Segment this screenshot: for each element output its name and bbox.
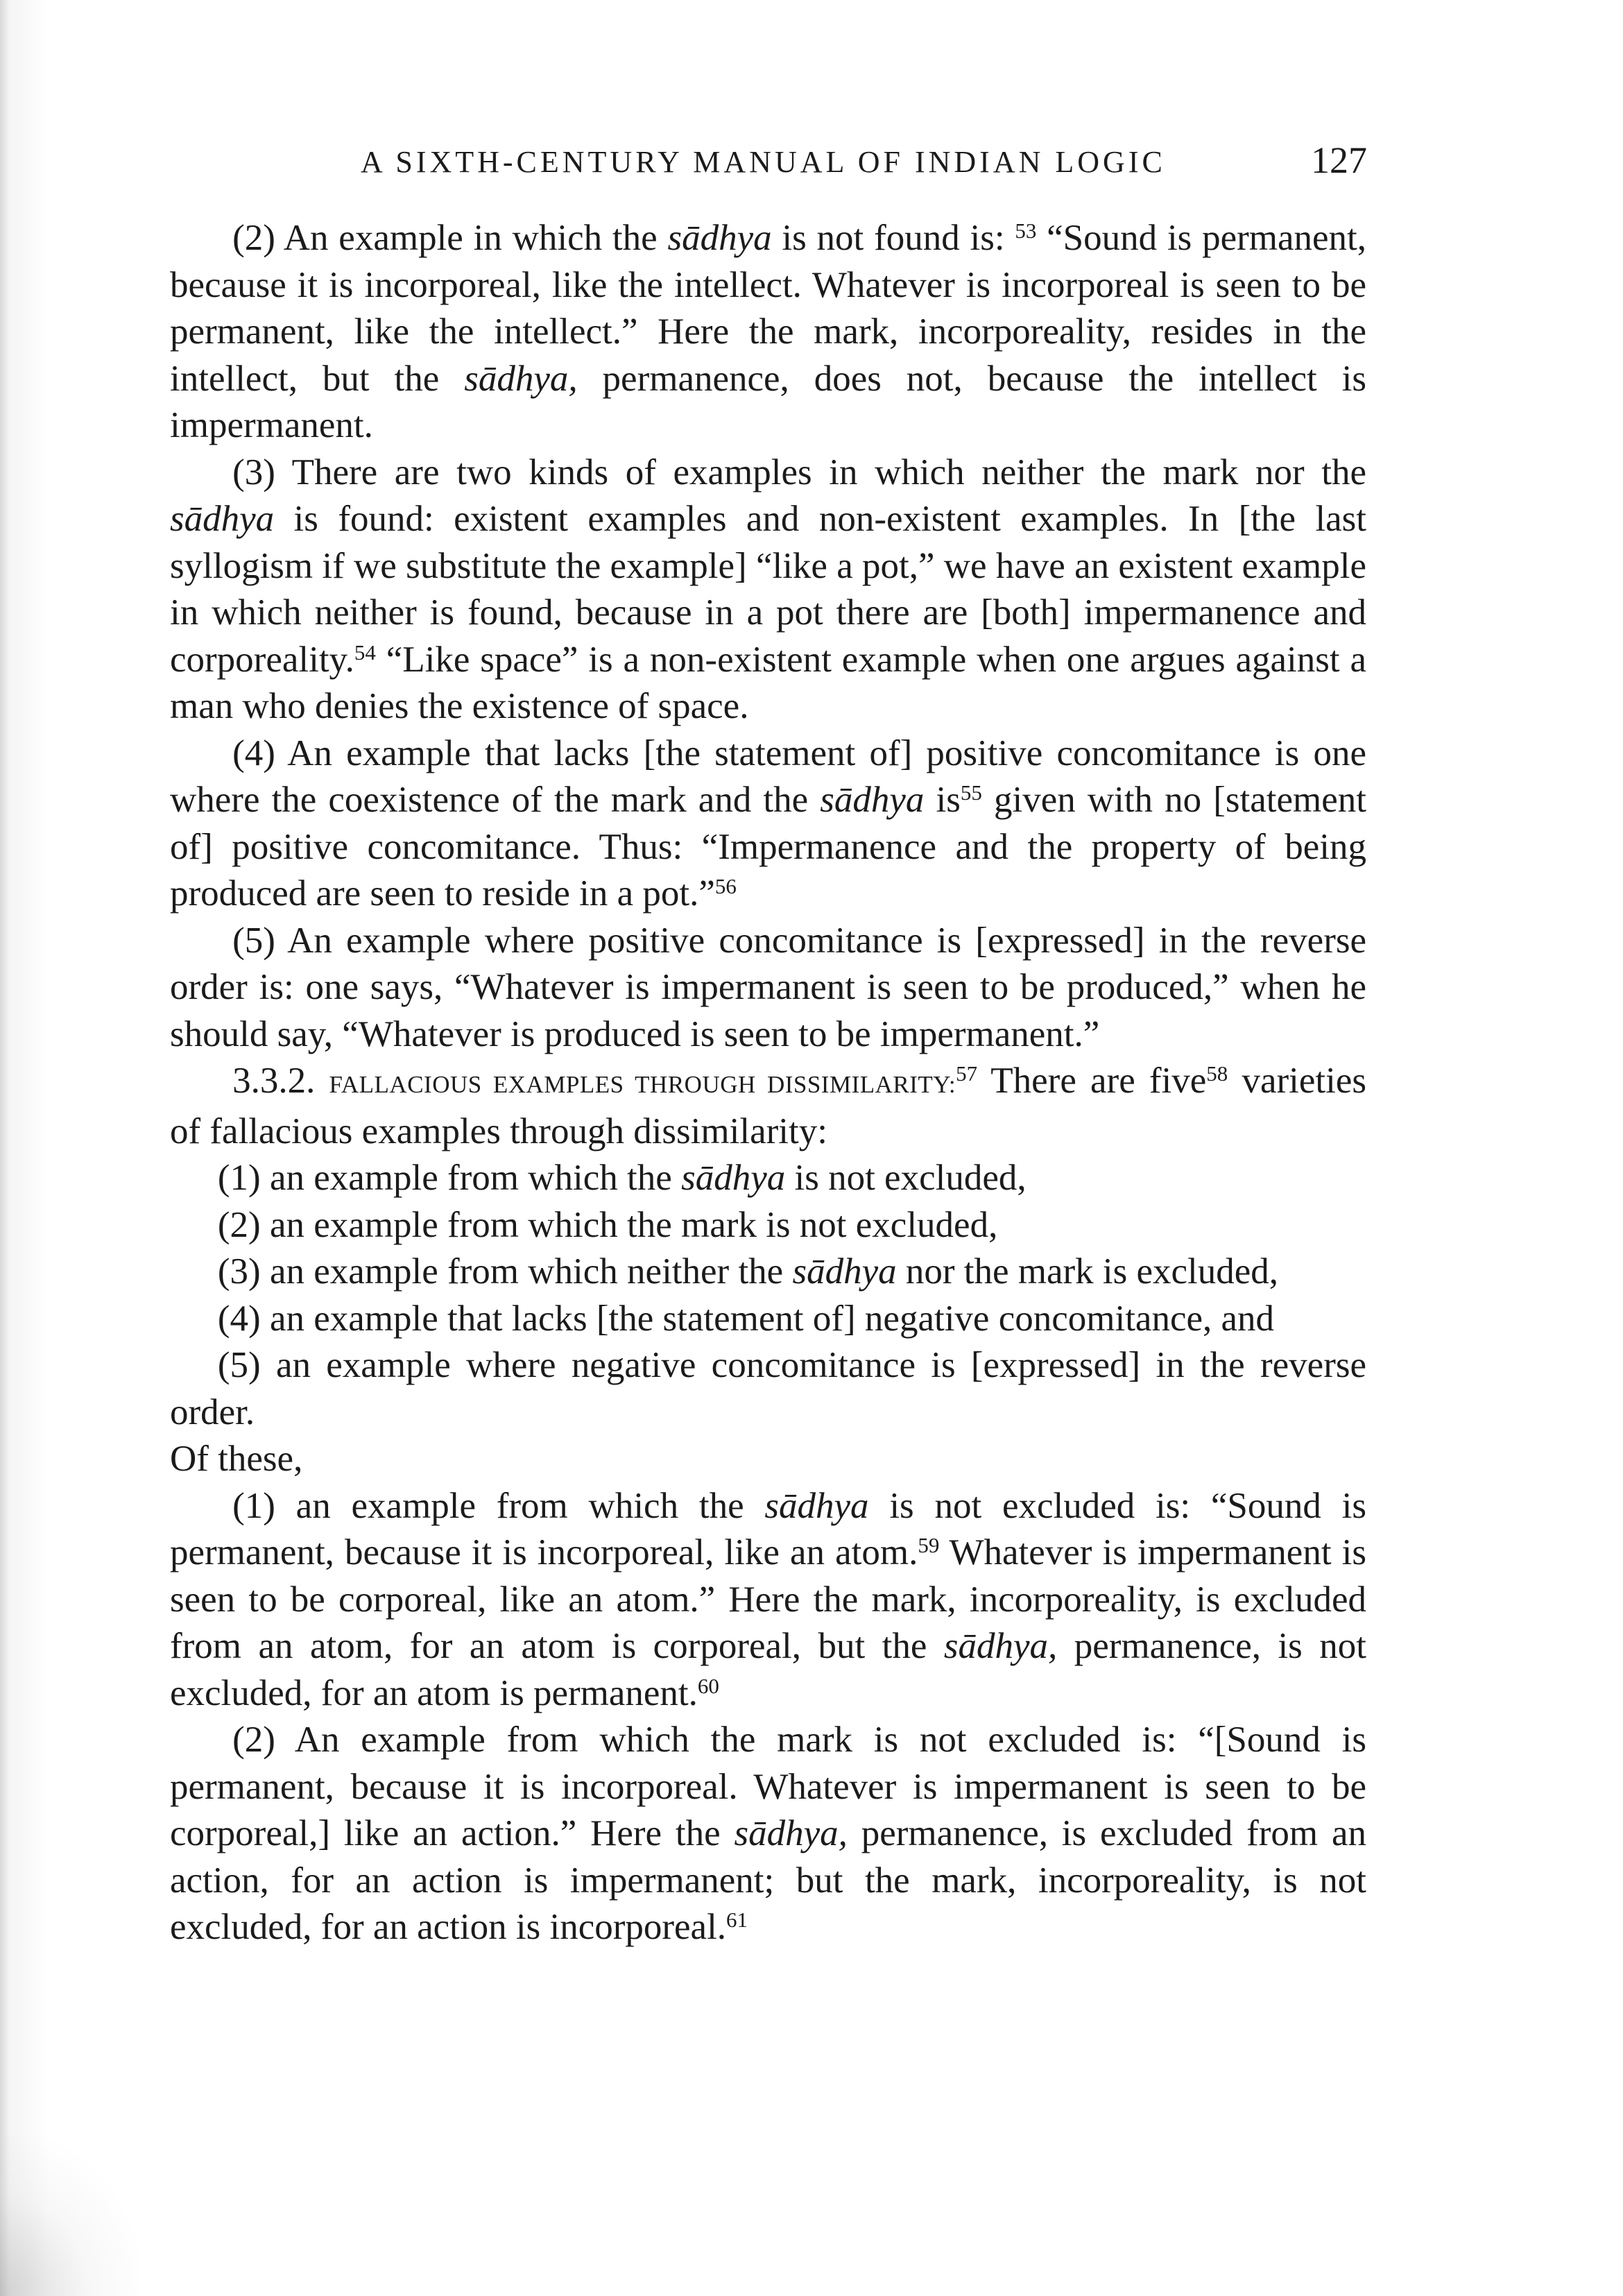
text-run: is [924,780,961,820]
text-run: is not excluded is: “Sound is permanent, because it is incorporeal, like an atom. [170,1485,1366,1573]
text-run: “Sound is permanent, because it is incorporeal, like the intellect. Whatever is incorporeal is seen to be permanent, like the intellect.” Here the mark, incorporeality, resides in the intellect, but the [170,218,1367,399]
text-run: (1) an example from which the [232,1485,765,1526]
list-item [170,1155,1366,1202]
text-run: (2) An example in which the [232,218,668,258]
list-item [170,1249,1366,1296]
text-run: There are five [977,1061,1207,1101]
paragraph-example-2 [170,215,1366,449]
text-run: (5) an example where negative concomitance is [expressed] in the reverse order. [170,1345,1366,1432]
footnote-ref: 54 [354,640,376,665]
list-item: (2) an example from which the mark is not excluded, [217,1204,998,1245]
term-sadhya: sādhya [170,499,275,539]
term-sadhya: sādhya, [943,1626,1058,1666]
footnote-ref: 57 [956,1061,978,1086]
scan-shadow-corner [0,2136,139,2296]
paragraph-example-4 [170,730,1366,918]
footnote-ref: 58 [1206,1061,1228,1086]
footnote-ref: 61 [726,1907,748,1932]
text-run: (3) There are two kinds of examples in which neither the mark nor the [232,452,1366,492]
footnote-ref: 60 [697,1673,719,1698]
running-head [0,139,1623,194]
running-title: A SIXTH-CENTURY MANUAL OF INDIAN LOGIC [361,145,1166,179]
list-item: (4) an example that lacks [the statement of] negative concomitance, and [217,1298,1275,1339]
term-sadhya: sādhya, [464,358,578,399]
footnote-ref: 59 [918,1532,940,1557]
text-run: is not excluded, [785,1158,1027,1198]
paragraph-example-3 [170,449,1366,730]
footnote-ref: 53 [1015,218,1037,243]
text-run: permanence, is excluded from an action, for an action is impermanent; but the mark, incorporeality, is not excluded, for an action is incorporeal. [170,1813,1366,1947]
term-sadhya: sādhya, [734,1813,848,1853]
term-sadhya: sādhya [820,780,925,820]
text-body [170,215,1366,2032]
term-sadhya: sādhya [667,218,772,258]
section-title: FALLACIOUS EXAMPLES THROUGH DISSIMILARITY: [329,1071,956,1098]
text-run: permanence, is not excluded, for an atom is permanent. [170,1626,1366,1713]
list-item [170,1342,1366,1436]
text-run: (4) An example that lacks [the statement of] positive concomitance is one where the coexistence of the mark and the [170,733,1366,820]
section-heading-paragraph [170,1058,1366,1155]
footnote-ref: 55 [960,780,982,805]
term-sadhya: sādhya [792,1251,897,1292]
text-run: (2) An example from which the mark is not excluded is: “[Sound is permanent, because it is incorporeal. Whatever is impermanent is seen to be corporeal,] like an action.” Here the [170,1720,1366,1853]
of-these-line: Of these, [170,1439,303,1479]
text-run: (1) an example from which the [217,1158,682,1198]
footnote-ref: 56 [714,873,737,898]
text-run: Whatever is impermanent is seen to be corporeal, like an atom.” Here the mark, incorporeality, is excluded from an atom, for an atom is corporeal, but the [170,1532,1366,1666]
text-run: permanence, does not, because the intellect is impermanent. [170,358,1367,445]
page-number: 127 [1311,139,1367,181]
text-run: is found: existent examples and non-existent examples. In [the last syllogism if we substitute the example] “like a pot,” we have an existent example in which neither is found, because in a pot there are [both] impermanence and corporeality. [170,499,1366,680]
text-run: “Like space” is a non-existent example when one argues against a man who denies the existence of space. [170,639,1366,726]
term-sadhya: sādhya [764,1485,869,1526]
text-run: given with no [statement of] positive concomitance. Thus: “Impermanence and the property of being produced are seen to reside in a pot.” [170,780,1366,914]
section-number: 3.3.2. [232,1061,329,1101]
term-sadhya: sādhya [681,1158,786,1198]
paragraph-dissimilar-2 [170,1717,1366,1951]
text-run: nor the mark is excluded, [896,1251,1279,1292]
paragraph-example-5: (5) An example where positive concomitance is [expressed] in the reverse order is: one says, “Whatever is impermanent is seen to be produced,” when he should say, “Whatever is produced is seen to be impermanent.” [170,920,1366,1054]
paragraph-dissimilar-1 [170,1483,1366,1717]
text-run: varieties of fallacious examples through dissimilarity: [170,1061,1366,1151]
text-run: (3) an example from which neither the [217,1251,793,1292]
text-run: is not found is: [771,218,1015,258]
scan-shadow-edge [0,0,104,2296]
